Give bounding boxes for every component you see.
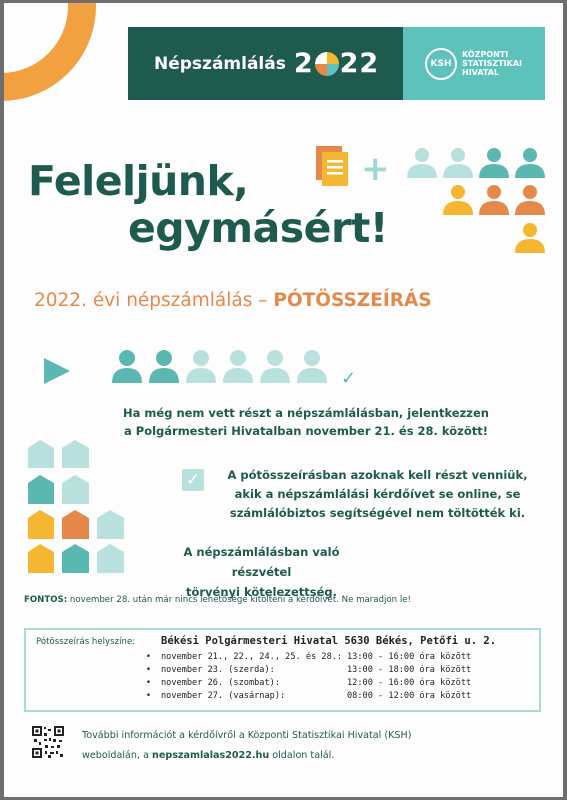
houses-icon-grid — [4, 438, 134, 578]
person-icon-5 — [443, 185, 473, 215]
time-slot-row: • november 27. (vasárnap): 08:00 - 12:00 óra között — [36, 689, 529, 702]
person-icon-3 — [479, 148, 509, 178]
person-icon-2 — [443, 148, 473, 178]
who-must-participate-message: A pótösszeírásban azoknak kell részt venniük, akik a népszámlálási kérdőívet se online, se számlálóbiztos segítségével nem töltötték ki. — [227, 468, 528, 520]
headline — [28, 158, 388, 252]
ksh-name: KÖZPONTI STATISZTIKAI HIVATAL — [462, 50, 522, 77]
ksh-logo-block — [403, 27, 545, 100]
headline-line-2: egymásért! — [128, 204, 388, 252]
corner-arc-decoration — [4, 3, 96, 101]
bullet-icon: • — [145, 690, 151, 701]
house-icon — [97, 510, 124, 539]
people-group-icon — [407, 145, 547, 260]
bullet-icon: • — [145, 651, 151, 662]
plus-icon: + — [361, 149, 390, 189]
house-icon — [62, 544, 89, 573]
person-icon-7 — [515, 185, 545, 215]
qr-code-icon[interactable] — [31, 725, 65, 759]
house-icon — [28, 544, 54, 573]
house-icon — [28, 510, 54, 539]
person-icon — [260, 350, 290, 383]
person-icon — [223, 350, 253, 383]
location-label: Pótösszeírás helyszíne: — [36, 637, 136, 647]
schedule-box — [24, 628, 541, 712]
house-icon — [62, 510, 89, 539]
play-icon — [42, 356, 72, 386]
house-icon — [28, 475, 54, 504]
mandatory-message: A népszámlálásban való részvétel törvényi kötelezettség. — [183, 545, 340, 599]
header-banner — [128, 27, 545, 100]
house-icon — [62, 475, 89, 504]
poster-page — [4, 3, 563, 797]
check-icon: ✓ — [341, 368, 357, 389]
person-icon-6 — [479, 185, 509, 215]
census-year: 2 22 — [293, 48, 380, 79]
house-icon — [97, 544, 124, 573]
important-notice: FONTOS: november 28. után már nincs lehetősége kitölteni a kérdőívet. Ne maradjon le! — [24, 595, 411, 605]
footer-info: További információt a kérdőívről a Központi Statisztikai Hivatal (KSH) weboldalán, a nepszamlalas2022.hu oldalon talál. — [82, 730, 412, 761]
bullet-icon: • — [145, 664, 151, 675]
people-row-icon — [112, 348, 337, 384]
headline-line-1: Feleljünk, — [28, 157, 249, 205]
house-icon — [62, 440, 89, 468]
person-icon — [186, 350, 216, 383]
location-row — [36, 635, 529, 647]
checkbox-check-icon: ✓ — [182, 469, 204, 491]
census-logo — [128, 27, 403, 100]
website-link[interactable]: nepszamlalas2022.hu — [152, 750, 270, 761]
subheading: 2022. évi népszámlálás – PÓTÖSSZEÍRÁS — [34, 290, 432, 311]
person-icon — [297, 350, 327, 383]
person-icon — [112, 350, 142, 383]
time-slots — [36, 650, 529, 702]
register-message: Ha még nem vett részt a népszámlálásban, jelentkezzen a Polgármesteri Hivatalban november 21. és 28. között! — [123, 406, 489, 438]
person-icon-4 — [515, 148, 545, 178]
time-slot-row: • november 21., 22., 24., 25. és 28.: 13:00 - 16:00 óra között — [36, 650, 529, 663]
house-icon — [28, 440, 54, 468]
location-value: Békési Polgármesteri Hivatal 5630 Békés, Petőfi u. 2. — [161, 635, 497, 647]
census-title: Népszámlálás — [154, 53, 286, 74]
time-slot-row: • november 26. (szombat): 12:00 - 16:00 óra között — [36, 676, 529, 689]
person-icon-8 — [515, 223, 545, 253]
person-icon-1 — [407, 148, 437, 178]
time-slot-row: • november 23. (szerda): 13:00 - 18:00 óra között — [36, 663, 529, 676]
person-icon — [149, 350, 179, 383]
pie-logo-icon — [315, 52, 339, 76]
ksh-logo-icon: KSH — [425, 48, 457, 80]
bullet-icon: • — [145, 677, 151, 688]
